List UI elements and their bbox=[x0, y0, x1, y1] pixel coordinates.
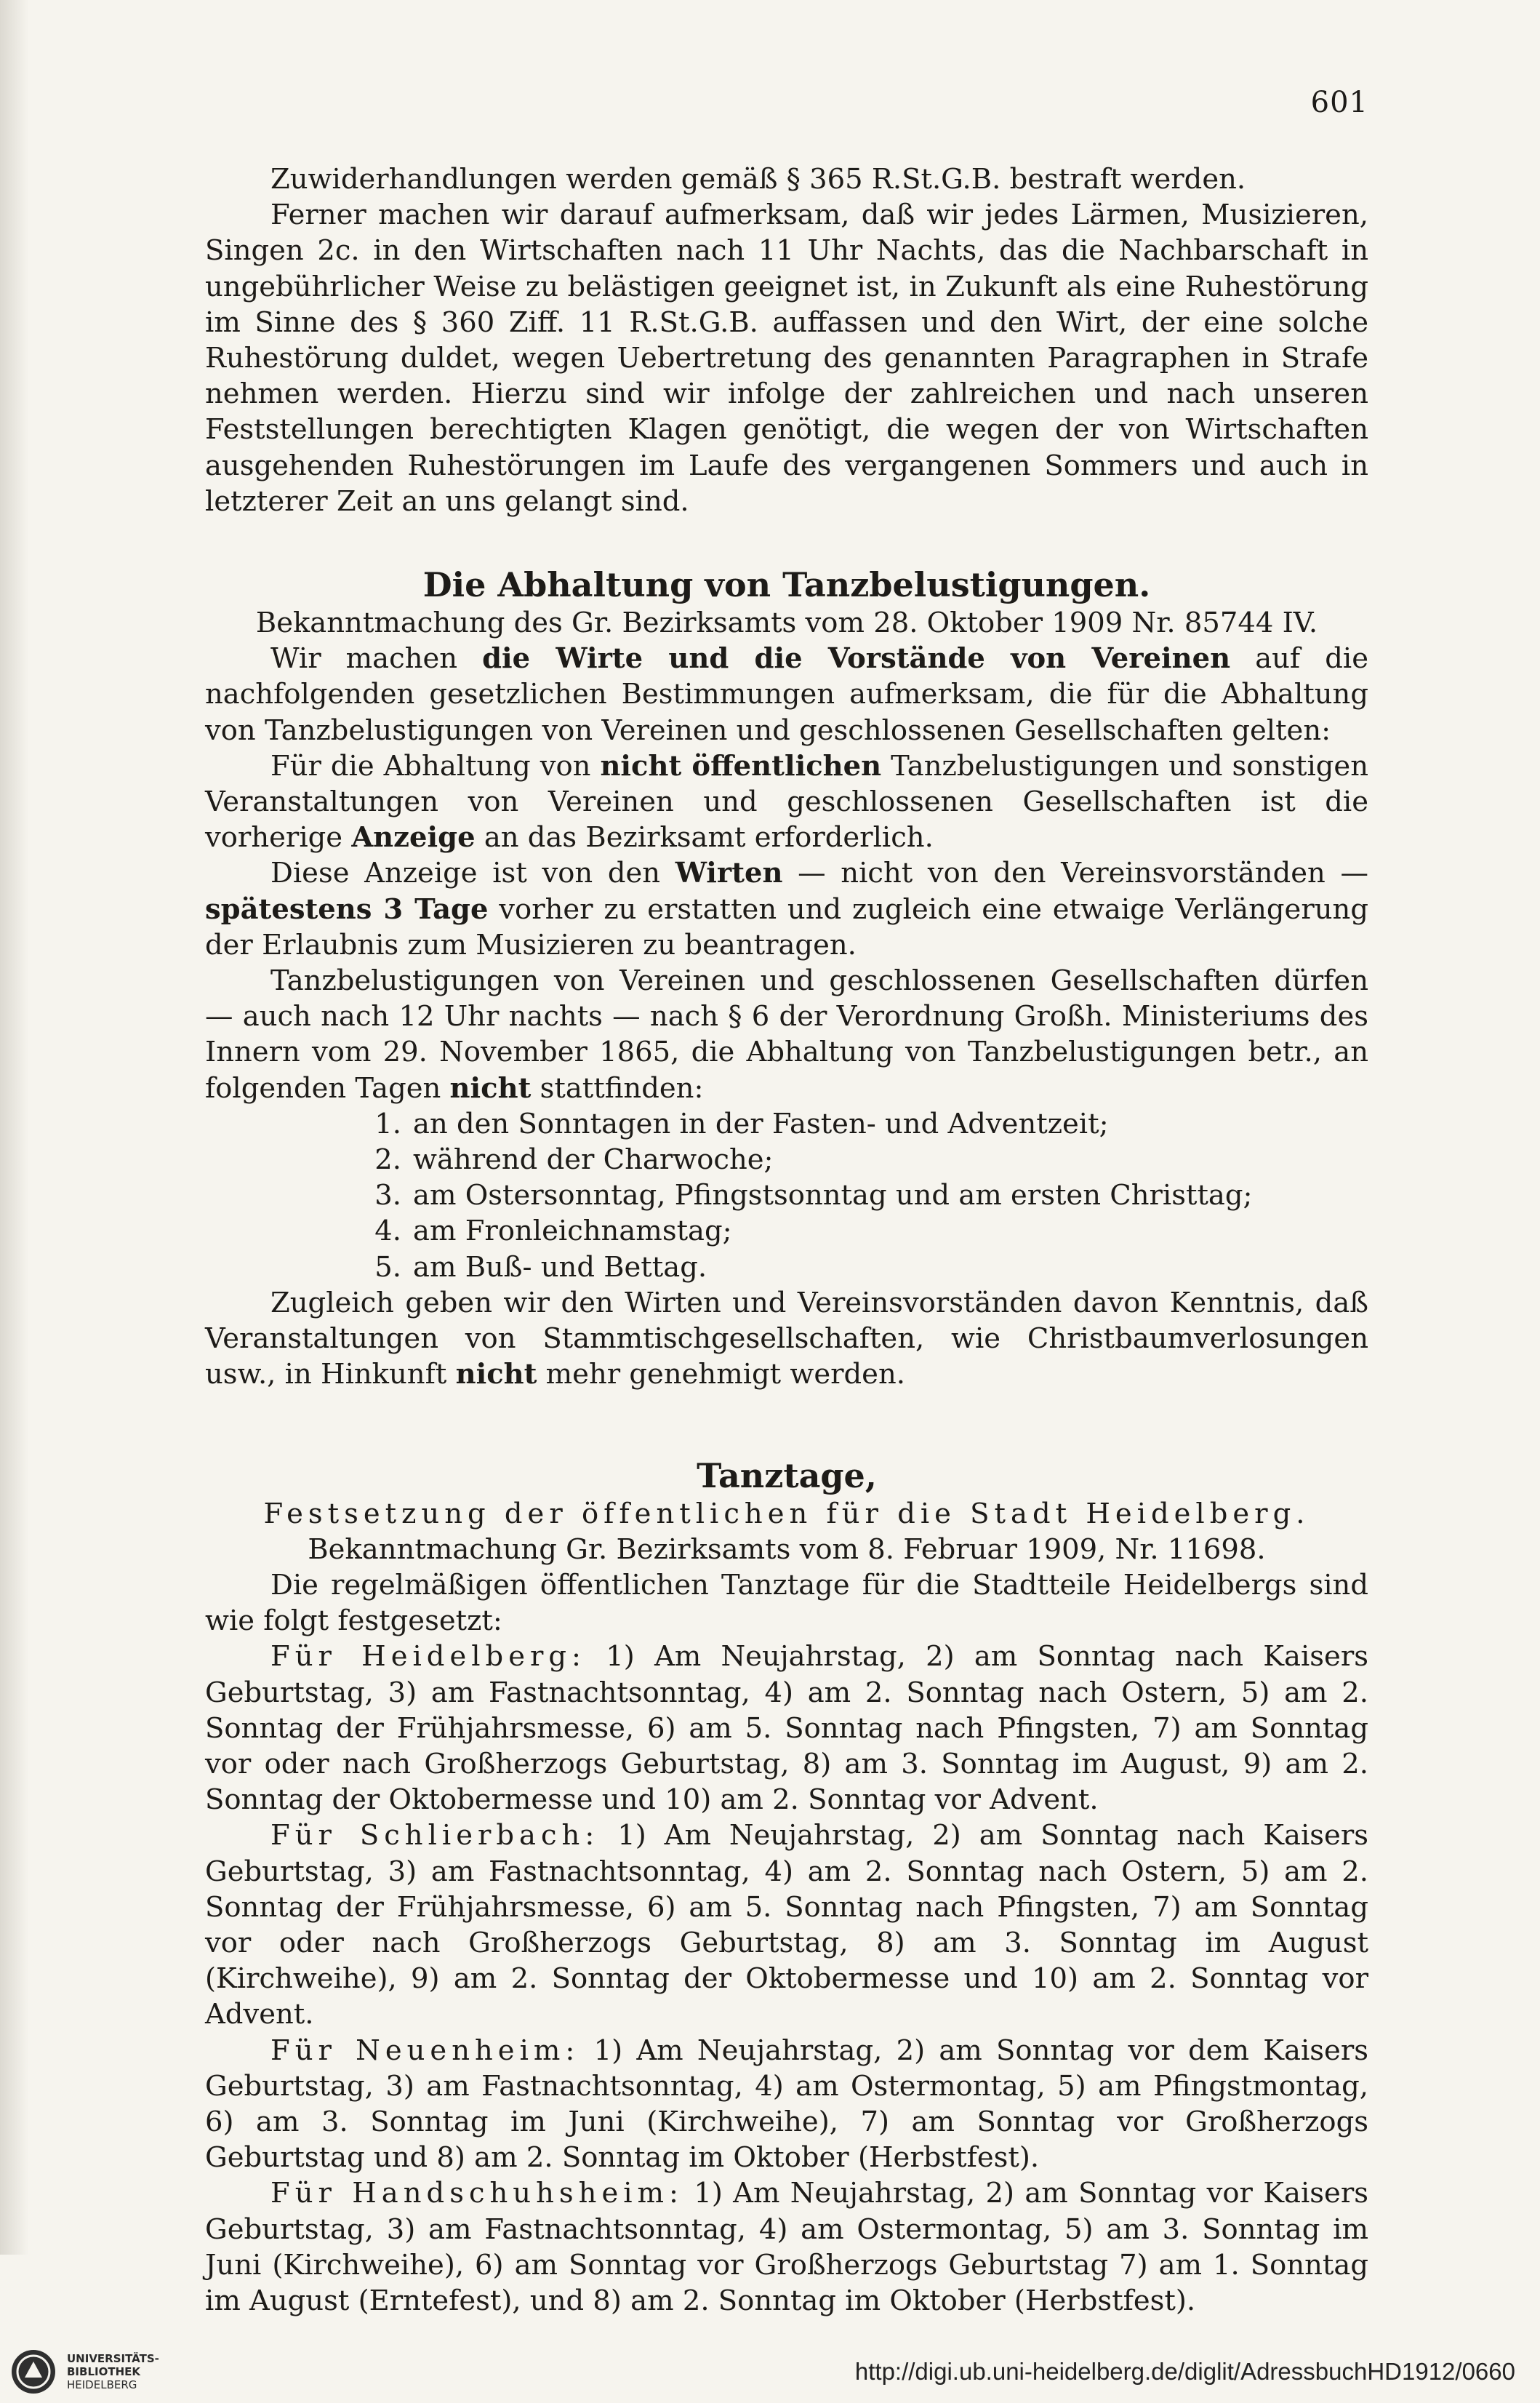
list-item: 1. an den Sonntagen in der Fasten- und Adventzeit; bbox=[374, 1107, 1109, 1140]
paragraph: Zuwiderhandlungen werden gemäß § 365 R.St.G.B. bestraft werden. bbox=[270, 163, 1246, 196]
paragraph: Tanzbelustigungen von Vereinen und geschlossenen Gesellschaften dürfen — auch nach 12 Uhr nachts — nach § 6 der Verordnung Großh. Ministeriums des Innern vom 29. November 1865, die Abhaltung von Tanzbelustigungen betr., an folgenden Tagen nicht stattfinden: bbox=[205, 964, 1368, 1105]
section-subtitle: Bekanntmachung des Gr. Bezirksamts vom 28. Oktober 1909 Nr. 85744 IV. bbox=[255, 607, 1318, 640]
paragraph: Zugleich geben wir den Wirten und Vereinsvorständen davon Kenntnis, daß Veranstaltungen von Stammtischgesellschaften, wie Christbaumverlosungen usw., in Hinkunft nicht mehr genehmigt werden. bbox=[205, 1286, 1368, 1391]
source-url-link[interactable]: http://digi.ub.uni-heidelberg.de/diglit/AdressbuchHD1912/0660 bbox=[854, 2358, 1515, 2385]
library-seal-icon bbox=[10, 2348, 57, 2395]
list-item: 3. am Ostersonntag, Pfingstsonntag und am ersten Christtag; bbox=[374, 1179, 1253, 1212]
section-subtitle: Bekanntmachung Gr. Bezirksamts vom 8. Februar 1909, Nr. 11698. bbox=[308, 1532, 1266, 1566]
footer-bar bbox=[0, 2340, 1540, 2403]
paragraph: Für die Abhaltung von nicht öffentlichen Tanzbelustigungen und sonstigen Veranstaltungen von Vereinen und geschlossenen Gesellschaften ist die vorherige Anzeige an das Bezirksamt erforderlich. bbox=[205, 749, 1368, 855]
paragraph: Ferner machen wir darauf aufmerksam, daß wir jedes Lärmen, Musizieren, Singen 2c. in den Wirtschaften nach 11 Uhr Nachts, das die Nachbarschaft in ungebührlicher Weise zu belästigen geeignet ist, in Zukunft als eine Ruhestörung im Sinne des § 360 Ziff. 11 R.St.G.B. auffassen und den Wirt, der eine solche Ruhestörung duldet, wegen Uebertretung des genannten Paragraphen in Strafe nehmen werden. Hierzu sind wir infolge der zahlreichen und nach unseren Feststellungen berechtigten Klagen genötigt, die wegen der von Wirtschaften ausgehenden Ruhestörungen im Laufe des vergangenen Sommers und auch in letzterer Zeit an uns gelangt sind. bbox=[205, 199, 1368, 518]
library-logo bbox=[10, 2348, 159, 2395]
section-subtitle: Festsetzung der öffentlichen für die Stadt Heidelberg. bbox=[263, 1497, 1310, 1530]
list-item: 5. am Buß- und Bettag. bbox=[374, 1250, 707, 1284]
list-item: 4. am Fronleichnamstag; bbox=[374, 1215, 732, 1248]
paragraph: Diese Anzeige ist von den Wirten — nicht von den Vereinsvorständen — spätestens 3 Tage vorher zu erstatten und zugleich eine etwaige Verlängerung der Erlaubnis zum Musizieren zu beantragen. bbox=[205, 857, 1368, 961]
paragraph: Wir machen die Wirte und die Vorstände von Vereinen auf die nachfolgenden gesetzlichen Bestimmungen aufmerksam, die für die Abhaltung von Tanzbelustigungen von Vereinen und geschlossenen Gesellschaften gelten: bbox=[205, 642, 1368, 747]
body-text bbox=[205, 161, 1368, 2319]
paragraph: Für Schlierbach: 1) Am Neujahrstag, 2) am Sonntag nach Kaisers Geburtstag, 3) am Fastnachtsonntag, 4) am 2. Sonntag nach Ostern, 5) am 2. Sonntag der Frühjahrsmesse, 6) am 5. Sonntag nach Pfingsten, 7) am Sonntag vor oder nach Großherzogs Geburtstag, 8) am 3. Sonntag im August (Kirchweihe), 9) am 2. Sonntag der Oktobermesse und 10) am 2. Sonntag vor Advent. bbox=[205, 1819, 1368, 2031]
paragraph: Für Handschuhsheim: 1) Am Neujahrstag, 2) am Sonntag vor Kaisers Geburtstag, 3) am Fastnachtsonntag, 4) am Ostermontag, 5) am 3. Sonntag im Juni (Kirchweihe), 6) am Sonntag vor Großherzogs Geburtstag 7) am 1. Sonntag im August (Erntefest), und 8) am 2. Sonntag im Oktober (Herbstfest). bbox=[205, 2177, 1368, 2317]
section-title: Tanztage, bbox=[697, 1455, 877, 1495]
page-edge-shadow bbox=[0, 0, 29, 2255]
list-item: 2. während der Charwoche; bbox=[374, 1143, 774, 1177]
holiday-list bbox=[205, 1106, 1368, 1285]
paragraph: Für Neuenheim: 1) Am Neujahrstag, 2) am Sonntag vor dem Kaisers Geburtstag, 3) am Fastnachtsonntag, 4) am Ostermontag, 5) am Pfingstmontag, 6) am 3. Sonntag im Juni (Kirchweihe), 7) am Sonntag vor Großherzogs Geburtstag und 8) am 2. Sonntag im Oktober (Herbstfest). bbox=[205, 2034, 1368, 2175]
page-number: 601 bbox=[1310, 86, 1368, 119]
paragraph: Für Heidelberg: 1) Am Neujahrstag, 2) am Sonntag nach Kaisers Geburtstag, 3) am Fastnachtsonntag, 4) am 2. Sonntag nach Ostern, 5) am 2. Sonntag der Frühjahrsmesse, 6) am 5. Sonntag nach Pfingsten, 7) am Sonntag vor oder nach Großherzogs Geburtstag, 8) am 3. Sonntag im August, 9) am 2. Sonntag der Oktobermesse und 10) am 2. Sonntag vor Advent. bbox=[205, 1640, 1369, 1817]
paragraph: Die regelmäßigen öffentlichen Tanztage für die Stadtteile Heidelbergs sind wie folgt festgesetzt: bbox=[205, 1568, 1368, 1638]
section-title: Die Abhaltung von Tanzbelustigungen. bbox=[422, 565, 1151, 605]
library-name: UNIVERSITÄTS- BIBLIOTHEK HEIDELBERG bbox=[67, 2352, 159, 2391]
